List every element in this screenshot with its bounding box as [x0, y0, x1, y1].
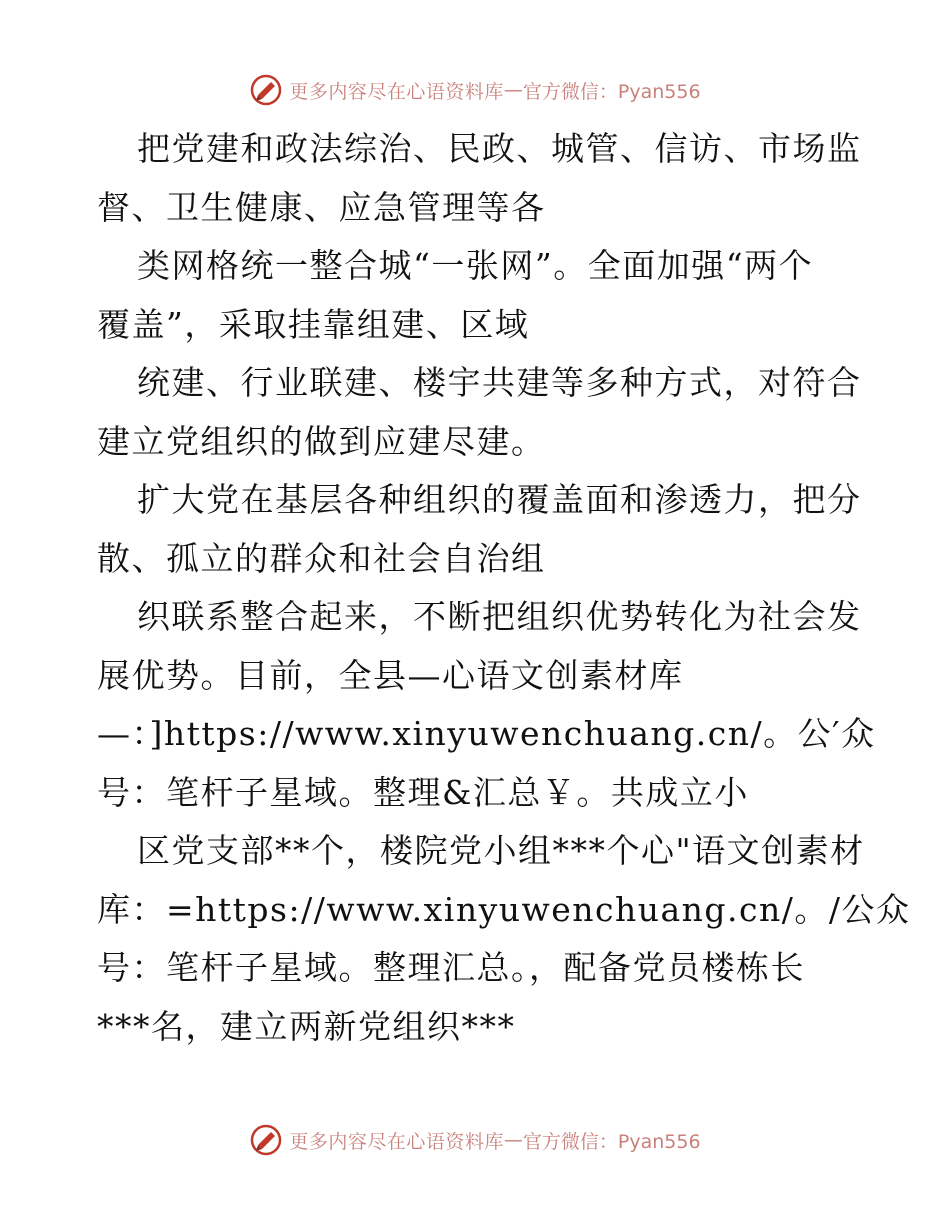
- body-line: 库：=https://www.xinyuwenchuang.cn/。/公众: [97, 889, 911, 929]
- brand-logo-icon: [249, 1123, 283, 1157]
- watermark-text: 更多内容尽在心语资料库: [289, 80, 504, 103]
- watermark-dash: —: [503, 1129, 523, 1151]
- body-line: 类网格统一整合城“一张网”。全面加强“两个: [137, 246, 814, 285]
- document-body: [97, 120, 911, 1056]
- footer-watermark: [0, 1120, 950, 1160]
- body-line: 建立党组织的做到应建尽建。: [97, 421, 546, 461]
- watermark-text: 更多内容尽在心语资料库: [289, 1130, 504, 1153]
- watermark-dash: —: [503, 79, 523, 101]
- body-line: 扩大党在基层各种组织的覆盖面和渗透力，把分: [137, 480, 862, 519]
- body-line: 展优势。目前，全县—心语文创素材库: [97, 655, 684, 695]
- body-line: 统建、行业联建、楼宇共建等多种方式，对符合: [137, 363, 862, 402]
- watermark-wechat: 官方微信：Pyan556: [522, 1130, 701, 1153]
- body-line: 把党建和政法综治、民政、城管、信访、市场监: [137, 129, 862, 168]
- watermark-wechat: 官方微信：Pyan556: [522, 80, 701, 103]
- body-line: 号：笔杆子星域。整理汇总。，配备党员楼栋长: [97, 948, 805, 987]
- body-line: —：]https://www.xinyuwenchuang.cn/。公′众: [97, 714, 876, 753]
- body-line: ***名，建立两新党组织***: [97, 1006, 516, 1046]
- brand-logo-icon: [249, 73, 283, 107]
- body-line: 号：笔杆子星域。整理&汇总￥。共成立小: [97, 772, 749, 812]
- body-line: 督、卫生健康、应急管理等各: [97, 187, 546, 227]
- body-line: 区党支部**个，楼院党小组***个心"语文创素材: [137, 831, 865, 870]
- body-line: 织联系整合起来，不断把组织优势转化为社会发: [137, 597, 862, 636]
- body-line: 覆盖”，采取挂靠组建、区域: [97, 304, 530, 344]
- header-watermark: [0, 70, 950, 110]
- body-line: 散、孤立的群众和社会自治组: [97, 538, 546, 578]
